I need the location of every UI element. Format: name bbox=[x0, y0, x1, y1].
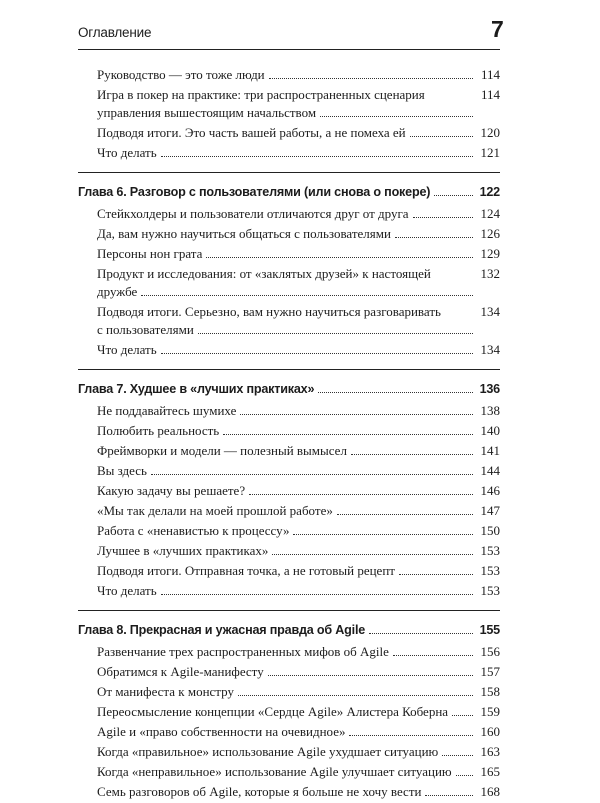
toc-page-number: 134 bbox=[480, 342, 500, 357]
toc-entry bbox=[78, 743, 500, 761]
toc-entry bbox=[78, 542, 500, 560]
toc-page-number: 163 bbox=[480, 744, 500, 759]
table-of-contents bbox=[78, 66, 500, 803]
toc-entry bbox=[78, 663, 500, 681]
toc-entry-title: Какую задачу вы решаете? bbox=[97, 483, 246, 498]
dot-leader bbox=[413, 217, 473, 218]
toc-chapter-entry bbox=[78, 183, 500, 201]
dot-leader bbox=[410, 136, 473, 137]
toc-entry-title: Работа с «ненавистью к процессу» bbox=[97, 523, 290, 538]
dot-leader bbox=[337, 514, 473, 515]
toc-page-number: 136 bbox=[479, 382, 500, 396]
toc-entry-title-line: управления вышестоящим начальством bbox=[97, 105, 317, 120]
chapter-title: Глава 8. Прекрасная и ужасная правда об Agile bbox=[78, 623, 366, 637]
dot-leader bbox=[393, 655, 473, 656]
toc-page-number: 141 bbox=[480, 443, 500, 458]
toc-page-number: 132 bbox=[480, 266, 500, 281]
toc-chapter-section bbox=[78, 369, 500, 600]
dot-leader bbox=[456, 775, 473, 776]
toc-page-number: 126 bbox=[480, 226, 500, 241]
toc-page-number: 156 bbox=[480, 644, 500, 659]
dot-leader bbox=[151, 474, 473, 475]
header-rule bbox=[78, 49, 500, 50]
toc-entry-title: Полюбить реальность bbox=[97, 423, 220, 438]
toc-entry bbox=[78, 562, 500, 580]
toc-entry-title: Переосмысление концепции «Сердце Agile» Алистера Коберна bbox=[97, 704, 449, 719]
toc-entry-title-line: с пользователями bbox=[97, 322, 194, 337]
dot-leader bbox=[351, 454, 473, 455]
toc-entry-title: Обратимся к Agile-манифесту bbox=[97, 664, 264, 679]
toc-entry bbox=[78, 783, 500, 801]
toc-entry-title: От манифеста к монстру bbox=[97, 684, 234, 699]
toc-entry bbox=[78, 763, 500, 781]
dot-leader bbox=[320, 116, 473, 117]
toc-page-number: 153 bbox=[480, 543, 500, 558]
dot-leader bbox=[249, 494, 473, 495]
toc-entry-title: Agile и «право собственности на очевидное» bbox=[97, 724, 346, 739]
toc-page-number: 144 bbox=[480, 463, 500, 478]
toc-entry bbox=[78, 462, 500, 480]
toc-entry-title: Развенчание трех распространенных мифов об Agile bbox=[97, 644, 389, 659]
toc-page-number: 157 bbox=[480, 664, 500, 679]
toc-entry bbox=[78, 643, 500, 661]
toc-entry bbox=[78, 402, 500, 420]
toc-page-number: 155 bbox=[479, 623, 500, 637]
dot-leader bbox=[452, 715, 473, 716]
toc-entry bbox=[78, 341, 500, 359]
toc-entry bbox=[78, 703, 500, 721]
toc-entry bbox=[78, 265, 500, 301]
toc-entry bbox=[78, 522, 500, 540]
toc-page-number: 129 bbox=[480, 246, 500, 261]
toc-chapter-entry bbox=[78, 621, 500, 639]
toc-page-number: 138 bbox=[480, 403, 500, 418]
toc-entry bbox=[78, 86, 500, 122]
toc-entry-title: Подводя итоги. Отправная точка, а не готовый рецепт bbox=[97, 563, 395, 578]
toc-entry bbox=[78, 582, 500, 600]
dot-leader bbox=[425, 795, 473, 796]
page-number: 7 bbox=[491, 16, 504, 42]
toc-page-number: 165 bbox=[480, 764, 500, 779]
dot-leader bbox=[240, 414, 473, 415]
toc-chapter-section bbox=[78, 610, 500, 801]
toc-entry-title-line: Игра в покер на практике: три распространенных сценария bbox=[97, 87, 425, 102]
dot-leader bbox=[399, 574, 473, 575]
toc-entry-title: Когда «правильное» использование Agile ухудшает ситуацию bbox=[97, 744, 439, 759]
toc-page-number: 159 bbox=[480, 704, 500, 719]
toc-entry bbox=[78, 442, 500, 460]
toc-page-number: 150 bbox=[480, 523, 500, 538]
dot-leader bbox=[198, 333, 473, 334]
toc-page-number: 121 bbox=[480, 145, 500, 160]
chapter-divider bbox=[78, 610, 500, 611]
toc-entry-title bbox=[97, 303, 476, 339]
toc-entry-title: «Мы так делали на моей прошлой работе» bbox=[97, 503, 333, 518]
toc-entry-title: Что делать bbox=[97, 583, 157, 598]
toc-page-number: 147 bbox=[480, 503, 500, 518]
chapter-title: Глава 7. Худшее в «лучших практиках» bbox=[78, 382, 315, 396]
dot-leader bbox=[442, 755, 473, 756]
dot-leader bbox=[318, 392, 473, 393]
toc-page-number: 114 bbox=[480, 67, 500, 82]
toc-page-number: 124 bbox=[480, 206, 500, 221]
toc-entry-title: Персоны нон грата bbox=[97, 246, 203, 261]
toc-entry bbox=[78, 422, 500, 440]
toc-entry-title: Не поддавайтесь шумихе bbox=[97, 403, 237, 418]
dot-leader bbox=[223, 434, 473, 435]
toc-entry bbox=[78, 225, 500, 243]
toc-page-number: 153 bbox=[480, 583, 500, 598]
toc-entry bbox=[78, 66, 500, 84]
toc-entry-title: Когда «неправильное» использование Agile улучшает ситуацию bbox=[97, 764, 452, 779]
toc-entry-title bbox=[97, 86, 476, 122]
toc-entry bbox=[78, 205, 500, 223]
chapter-divider bbox=[78, 369, 500, 370]
toc-entry-title: Семь разговоров об Agile, которые я больше не хочу вести bbox=[97, 784, 422, 799]
dot-leader bbox=[238, 695, 473, 696]
dot-leader bbox=[141, 295, 473, 296]
toc-entry-title-line: Продукт и исследования: от «заклятых друзей» к настоящей bbox=[97, 266, 431, 281]
toc-entry bbox=[78, 124, 500, 142]
dot-leader bbox=[206, 257, 473, 258]
toc-entry-title: Подводя итоги. Это часть вашей работы, а не помеха ей bbox=[97, 125, 406, 140]
dot-leader bbox=[434, 195, 473, 196]
dot-leader bbox=[268, 675, 473, 676]
toc-entry-title: Что делать bbox=[97, 145, 157, 160]
toc-entry-title: Руководство — это тоже люди bbox=[97, 67, 265, 82]
toc-entry bbox=[78, 683, 500, 701]
toc-entry-title: Что делать bbox=[97, 342, 157, 357]
toc-page-number: 146 bbox=[480, 483, 500, 498]
toc-entry-title: Фреймворки и модели — полезный вымысел bbox=[97, 443, 347, 458]
toc-entry bbox=[78, 144, 500, 162]
dot-leader bbox=[269, 78, 473, 79]
dot-leader bbox=[293, 534, 473, 535]
dot-leader bbox=[161, 594, 473, 595]
toc-page-number: 168 bbox=[480, 784, 500, 799]
toc-entry bbox=[78, 502, 500, 520]
toc-continued-section bbox=[78, 66, 500, 162]
toc-entry-title-line: Подводя итоги. Серьезно, вам нужно научиться разговаривать bbox=[97, 304, 441, 319]
toc-chapter-section bbox=[78, 172, 500, 359]
toc-entry bbox=[78, 723, 500, 741]
dot-leader bbox=[349, 735, 473, 736]
dot-leader bbox=[161, 353, 473, 354]
toc-chapter-entry bbox=[78, 380, 500, 398]
toc-entry-title: Вы здесь bbox=[97, 463, 147, 478]
toc-entry-title-line: дружбе bbox=[97, 284, 138, 299]
toc-entry-title: Да, вам нужно научиться общаться с пользователями bbox=[97, 226, 391, 241]
chapter-divider bbox=[78, 172, 500, 173]
toc-entry bbox=[78, 482, 500, 500]
toc-page-number: 160 bbox=[480, 724, 500, 739]
dot-leader bbox=[369, 633, 473, 634]
toc-entry-title bbox=[97, 265, 476, 301]
toc-entry bbox=[78, 245, 500, 263]
chapter-title: Глава 6. Разговор с пользователями (или снова о покере) bbox=[78, 185, 431, 199]
toc-entry-title: Стейкхолдеры и пользователи отличаются друг от друга bbox=[97, 206, 409, 221]
toc-page-number: 140 bbox=[480, 423, 500, 438]
toc-page-number: 158 bbox=[480, 684, 500, 699]
dot-leader bbox=[395, 237, 473, 238]
toc-entry-title: Лучшее в «лучших практиках» bbox=[97, 543, 269, 558]
toc-entry bbox=[78, 303, 500, 339]
toc-page-number: 114 bbox=[480, 87, 500, 102]
toc-page-number: 134 bbox=[480, 304, 500, 319]
dot-leader bbox=[161, 156, 473, 157]
toc-page-number: 153 bbox=[480, 563, 500, 578]
running-header-title: Оглавление bbox=[78, 25, 152, 40]
toc-page-number: 120 bbox=[480, 125, 500, 140]
toc-page-number: 122 bbox=[479, 185, 500, 199]
dot-leader bbox=[272, 554, 473, 555]
